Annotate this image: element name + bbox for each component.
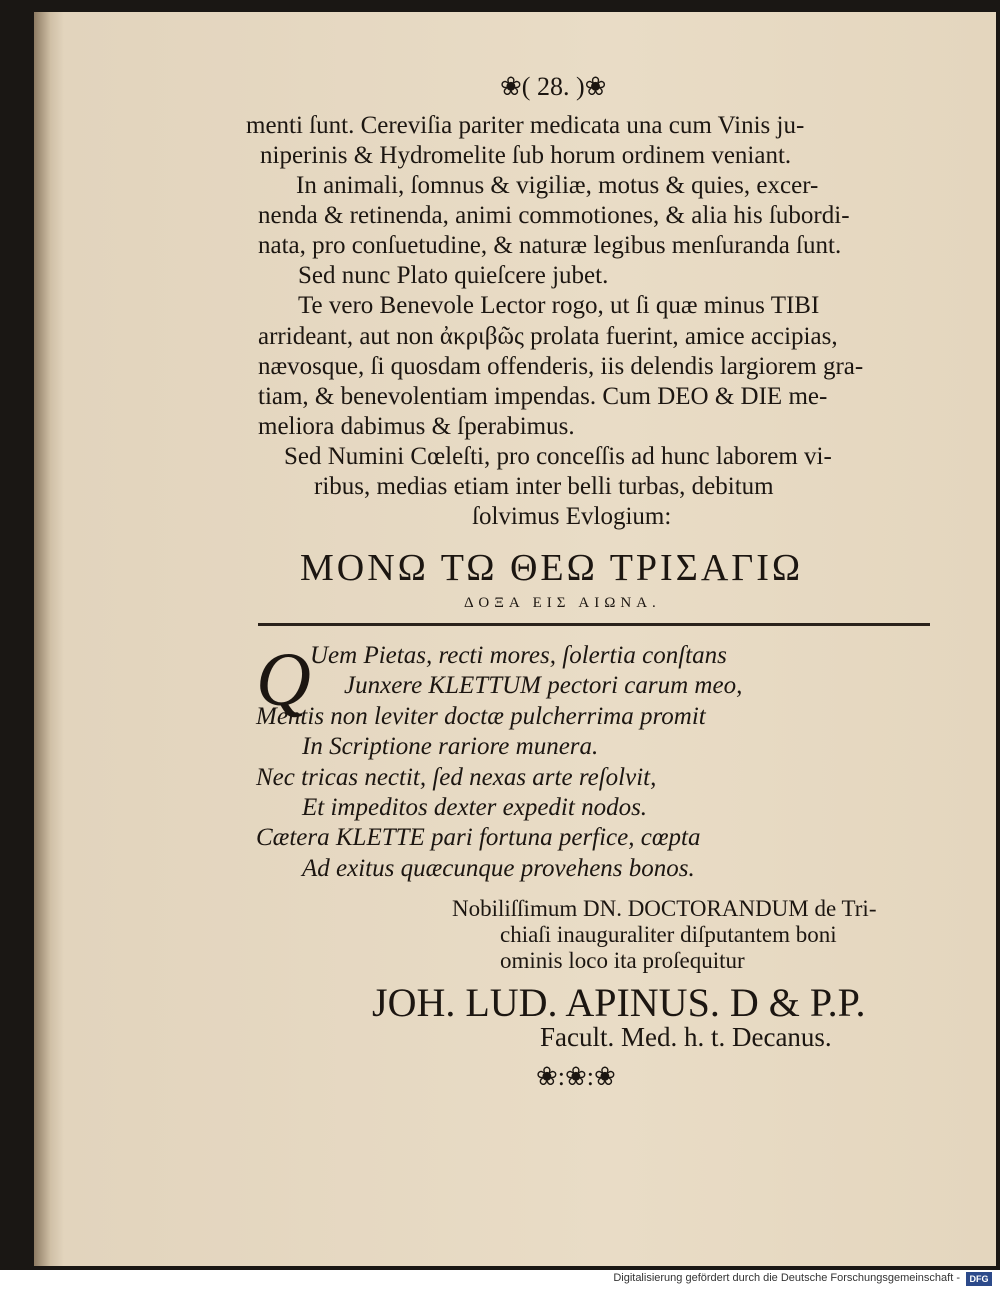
- digitization-footer: [0, 1270, 1000, 1289]
- poem-line: Junxere KLETTUM pectori carum meo,: [344, 672, 743, 699]
- dedication-line: chiaſi inauguraliter diſputantem boni: [500, 922, 837, 947]
- poem-line: Uem Pietas, recti mores, ſolertia conſtans: [310, 642, 727, 669]
- body-line: nævosque, ſi quosdam offenderis, iis delendis largiorem gra-: [258, 353, 864, 380]
- section-divider: [258, 623, 930, 626]
- greek-heading: ΜΟΝΩ ΤΩ ΘΕΩ ΤΡΙΣΑΓΙΩ: [300, 547, 804, 589]
- body-line: In animali, ſomnus & vigiliæ, motus & quies, excer-: [296, 172, 819, 199]
- poem-line: Cætera KLETTE pari fortuna perfice, cœpta: [256, 824, 701, 851]
- greek-subheading: ΔΟΞΑ ΕΙΣ ΑΙΩΝΑ.: [464, 595, 661, 611]
- footer-text: Digitalisierung gefördert durch die Deutsche Forschungsgemeinschaft -: [613, 1272, 960, 1284]
- dedication-line: ominis loco ita proſequitur: [500, 948, 745, 973]
- poem-line: Mentis non leviter doctæ pulcherrima promit: [256, 703, 706, 730]
- poem-line: Et impeditos dexter expedit nodos.: [302, 794, 648, 821]
- page-gutter: [34, 12, 50, 1266]
- poem-dropcap: Q: [256, 638, 311, 722]
- poem-line: Nec tricas nectit, ſed nexas arte reſolvit,: [256, 764, 657, 791]
- body-line: Te vero Benevole Lector rogo, ut ſi quæ minus TIBI: [298, 292, 820, 319]
- dedication-line: Nobiliſſimum DN. DOCTORANDUM de Tri-: [452, 896, 877, 921]
- closing-line: ribus, medias etiam inter belli turbas, debitum: [314, 473, 774, 500]
- body-line: meliora dabimus & ſperabimus.: [258, 413, 575, 440]
- closing-line: Sed Numini Cœleſti, pro conceſſis ad hunc laborem vi-: [284, 443, 832, 470]
- body-line: arrideant, aut non ἀκριβῶς prolata fuerint, amice accipias,: [258, 323, 838, 350]
- signature-name: JOH. LUD. APINUS. D & P.P.: [372, 980, 866, 1025]
- dfg-logo: DFG: [966, 1272, 992, 1286]
- signature-title: Facult. Med. h. t. Decanus.: [540, 1022, 832, 1052]
- page-header: ❀( 28. )❀: [500, 72, 607, 101]
- ornament-footer: ❀:❀:❀: [536, 1062, 616, 1091]
- body-line: nata, pro conſuetudine, & naturæ legibus menſuranda ſunt.: [258, 232, 842, 259]
- body-line: nenda & retinenda, animi commotiones, & alia his ſubordi-: [258, 202, 850, 229]
- poem-line: In Scriptione rariore munera.: [302, 733, 599, 760]
- body-line: Sed nunc Plato quieſcere jubet.: [298, 262, 609, 289]
- poem-line: Ad exitus quæcunque provehens bonos.: [302, 855, 695, 882]
- closing-line: ſolvimus Evlogium:: [472, 503, 672, 530]
- body-line: tiam, & benevolentiam impendas. Cum DEO & DIE me-: [258, 383, 828, 410]
- body-line: menti ſunt. Cereviſia pariter medicata una cum Vinis ju-: [246, 112, 805, 139]
- body-line: niperinis & Hydromelite ſub horum ordinem veniant.: [260, 142, 792, 169]
